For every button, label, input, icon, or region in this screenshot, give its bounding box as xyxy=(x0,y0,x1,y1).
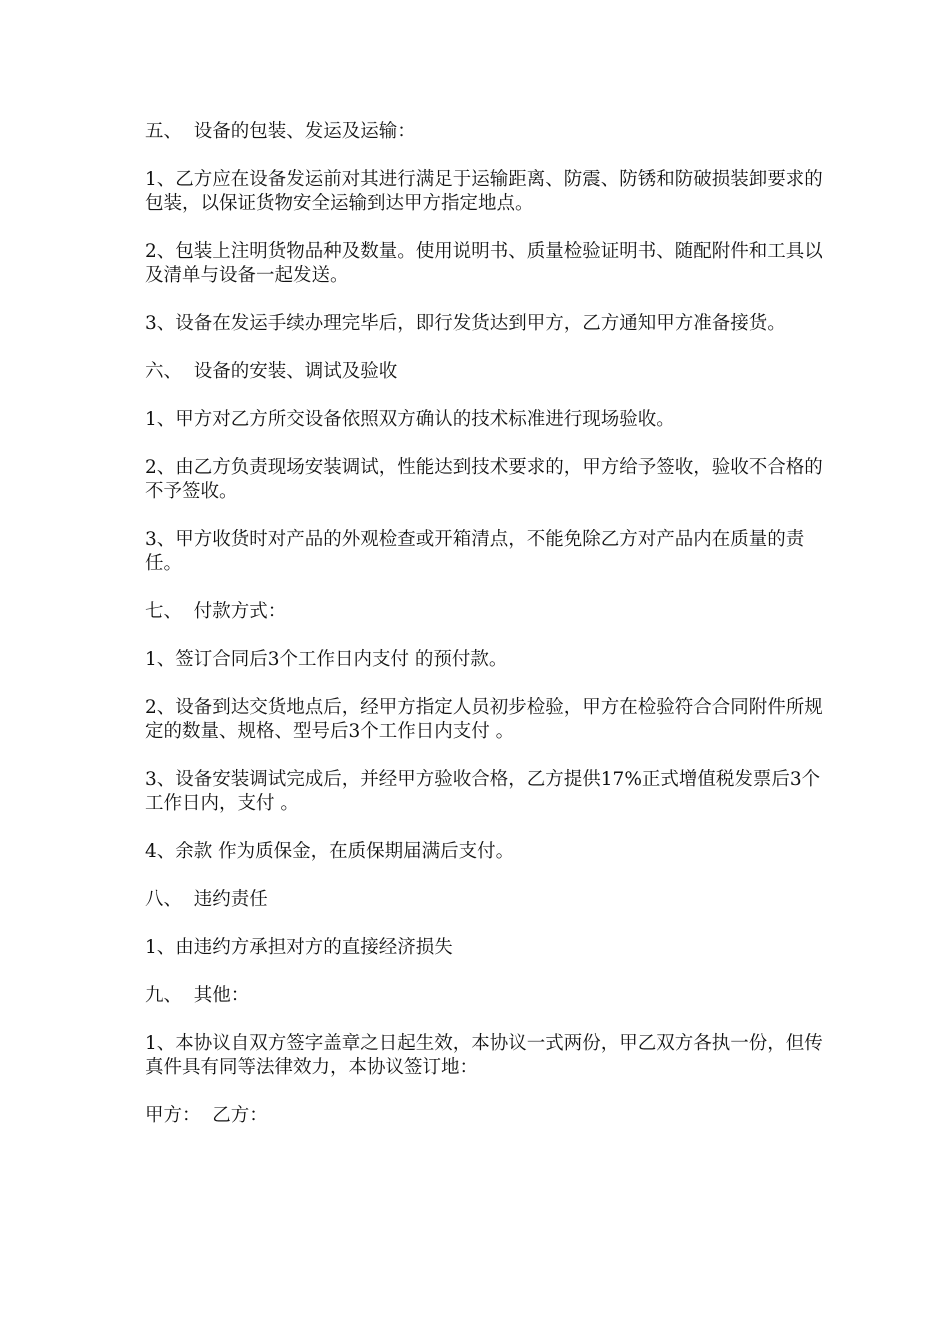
section-6-item-2: 2、由乙方负责现场安装调试，性能达到技术要求的，甲方给予签收，验收不合格的不予签收。 xyxy=(145,457,823,502)
section-9-item-1: 1、本协议自双方签字盖章之日起生效，本协议一式两份，甲乙双方各执一份，但传真件具有同等法律效力，本协议签订地： xyxy=(145,1033,823,1078)
section-7-item-3: 3、设备安装调试完成后，并经甲方验收合格，乙方提供17%正式增值税发票后3个工作日内，支付 。 xyxy=(145,769,821,814)
section-heading-5: 五、 设备的包装、发运及运输： xyxy=(145,121,416,142)
section-heading-7: 七、 付款方式： xyxy=(145,601,287,622)
section-heading-8: 八、 违约责任 xyxy=(145,889,268,910)
section-5-item-3: 3、设备在发运手续办理完毕后，即行发货达到甲方，乙方通知甲方准备接货。 xyxy=(145,313,786,334)
section-8-item-1: 1、由违约方承担对方的直接经济损失 xyxy=(145,937,453,958)
section-heading-9: 九、 其他： xyxy=(145,985,250,1006)
section-5-item-1: 1、乙方应在设备发运前对其进行满足于运输距离、防震、防锈和防破损装卸要求的包装，以保证货物安全运输到达甲方指定地点。 xyxy=(145,169,823,214)
document-page xyxy=(145,120,830,1152)
signature-line: 甲方： 乙方： xyxy=(145,1105,268,1126)
section-heading-6: 六、 设备的安装、调试及验收 xyxy=(145,361,398,382)
section-7-item-1: 1、签订合同后3个工作日内支付 的预付款。 xyxy=(145,649,508,670)
section-7-item-2: 2、设备到达交货地点后，经甲方指定人员初步检验，甲方在检验符合合同附件所规定的数量、规格、型号后3个工作日内支付 。 xyxy=(145,697,823,742)
section-6-item-3: 3、甲方收货时对产品的外观检查或开箱清点，不能免除乙方对产品内在质量的责任。 xyxy=(145,529,805,574)
section-7-item-4: 4、余款 作为质保金，在质保期届满后支付。 xyxy=(145,841,515,862)
section-6-item-1: 1、甲方对乙方所交设备依照双方确认的技术标准进行现场验收。 xyxy=(145,409,675,430)
section-5-item-2: 2、包装上注明货物品种及数量。使用说明书、质量检验证明书、随配附件和工具以及清单与设备一起发送。 xyxy=(145,241,823,286)
